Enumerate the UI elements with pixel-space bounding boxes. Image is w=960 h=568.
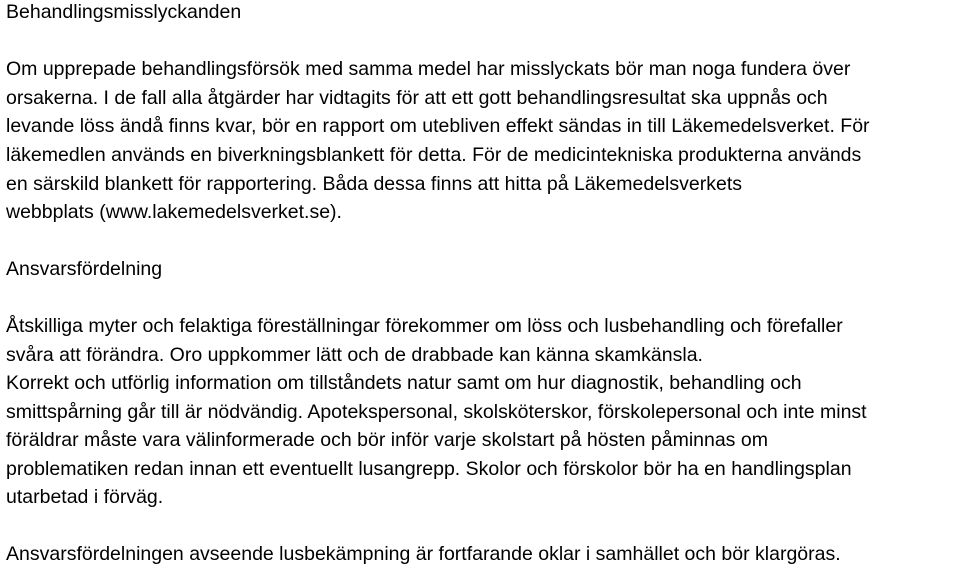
paragraph-line: levande löss ändå finns kvar, bör en rapport om utebliven effekt sändas in till Läkemedelsverket. För bbox=[6, 115, 870, 137]
paragraph-line: Om upprepade behandlingsförsök med samma medel har misslyckats bör man noga fundera över bbox=[6, 58, 851, 80]
paragraph-line: föräldrar måste vara välinformerade och bör inför varje skolstart på hösten påminnas om bbox=[6, 429, 768, 451]
section-heading-behandlingsmisslyckanden: Behandlingsmisslyckanden bbox=[6, 1, 242, 23]
paragraph-line: Åtskilliga myter och felaktiga föreställningar förekommer om löss och lusbehandling och förefaller bbox=[6, 315, 843, 337]
paragraph-line: en särskild blankett för rapportering. Båda dessa finns att hitta på Läkemedelsverkets bbox=[6, 173, 742, 195]
paragraph-line: svåra att förändra. Oro uppkommer lätt och de drabbade kan känna skamkänsla. bbox=[6, 344, 703, 366]
section-heading-ansvarsfordelning: Ansvarsfördelning bbox=[6, 258, 163, 280]
paragraph-line: läkemedlen används en biverkningsblankett för detta. För de medicintekniska produkterna används bbox=[6, 144, 862, 166]
paragraph-line: webbplats (www.lakemedelsverket.se). bbox=[6, 201, 342, 223]
paragraph-line: smittspårning går till är nödvändig. Apotekspersonal, skolsköterskor, förskolepersonal och inte minst bbox=[6, 401, 867, 423]
paragraph-line: problematiken redan innan ett eventuellt lusangrepp. Skolor och förskolor bör ha en handlingsplan bbox=[6, 458, 852, 480]
paragraph-line: orsakerna. I de fall alla åtgärder har vidtagits för att ett gott behandlingsresultat ska uppnås och bbox=[6, 87, 828, 109]
paragraph-line: utarbetad i förväg. bbox=[6, 486, 164, 508]
paragraph-conclusion: Ansvarsfördelningen avseende lusbekämpning är fortfarande oklar i samhället och bör klargöras. bbox=[6, 543, 841, 565]
paragraph-line: Korrekt och utförlig information om tillståndets natur samt om hur diagnostik, behandling och bbox=[6, 372, 802, 394]
